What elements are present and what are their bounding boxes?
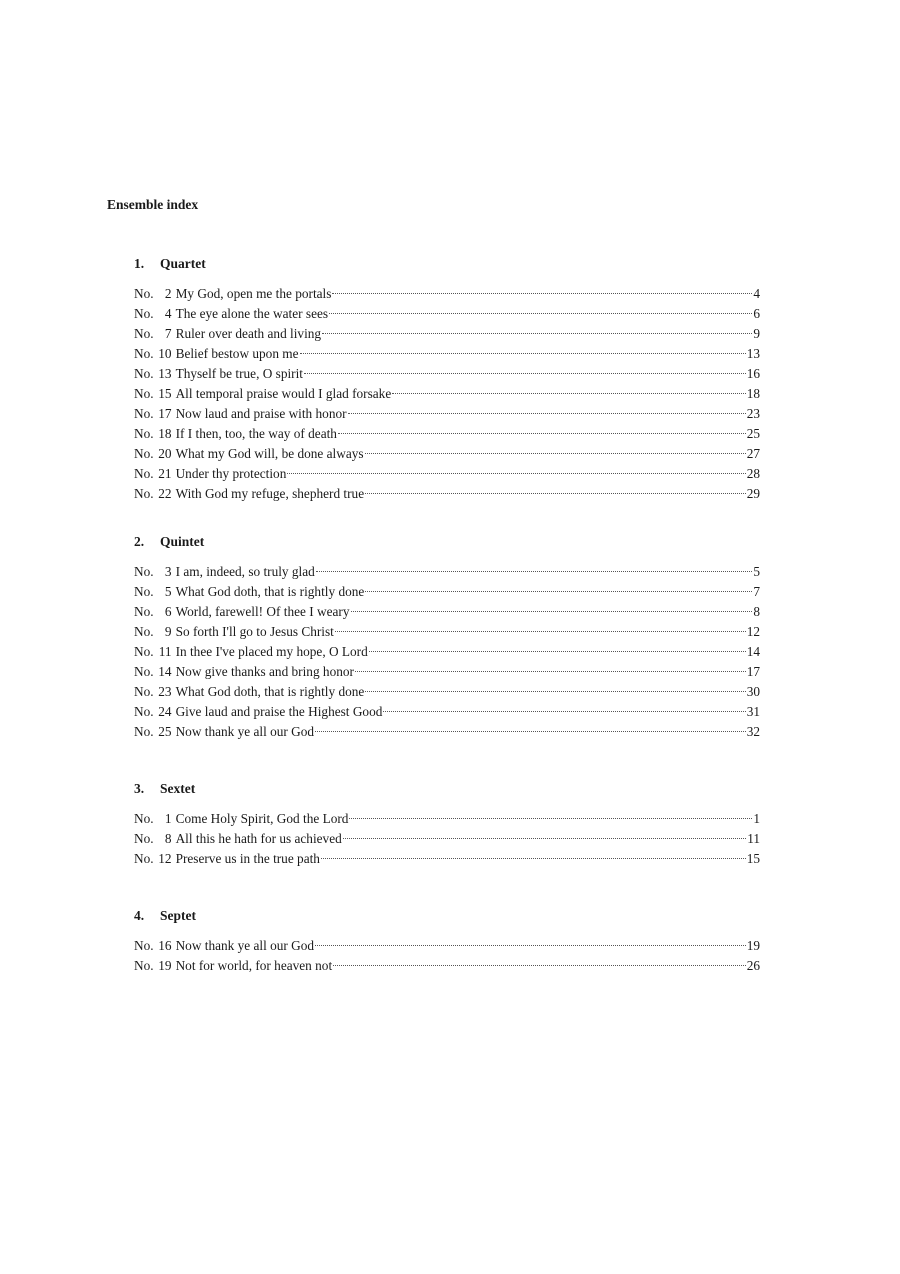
index-entry [134, 384, 760, 404]
entry-page: 30 [746, 684, 760, 699]
entry-prefix: No. [134, 386, 154, 401]
entry-title: What God doth, that is rightly done [175, 684, 365, 699]
entry-title: Now give thanks and bring honor [175, 664, 354, 679]
entry-number: 4 [164, 306, 172, 321]
index-entry [134, 849, 760, 869]
index-entry [134, 304, 760, 324]
entry-page: 29 [746, 486, 760, 501]
entry-prefix: No. [134, 466, 154, 481]
entry-prefix: No. [134, 306, 154, 321]
entry-number: 22 [158, 486, 172, 501]
entry-number: 1 [164, 811, 172, 826]
entry-title: Under thy protection [175, 466, 287, 481]
entry-title: I am, indeed, so truly glad [175, 564, 315, 579]
entry-title: My God, open me the portals [175, 286, 332, 301]
index-entry [134, 809, 760, 829]
dot-leader [321, 857, 746, 859]
index-entry [134, 829, 760, 849]
entry-title: Not for world, for heaven not [175, 958, 333, 973]
entry-number: 19 [158, 958, 172, 973]
entry-prefix: No. [134, 724, 154, 739]
dot-leader [392, 392, 745, 394]
dot-leader [365, 492, 746, 494]
entry-page: 23 [746, 406, 760, 421]
entry-list [134, 284, 760, 504]
dot-leader [315, 944, 746, 946]
entry-title: So forth I'll go to Jesus Christ [175, 624, 334, 639]
section-number: 3. [134, 781, 145, 796]
dot-leader [343, 837, 746, 839]
entry-number: 12 [158, 851, 172, 866]
entry-prefix: No. [134, 831, 154, 846]
entry-page: 18 [746, 386, 760, 401]
entry-prefix: No. [134, 604, 154, 619]
section-quintet [134, 533, 760, 742]
index-entry [134, 602, 760, 622]
entry-number: 5 [164, 584, 172, 599]
index-entry [134, 662, 760, 682]
entry-page: 28 [746, 466, 760, 481]
index-entry [134, 444, 760, 464]
entry-prefix: No. [134, 644, 154, 659]
entry-title: What my God will, be done always [175, 446, 364, 461]
entry-title: With God my refuge, shepherd true [175, 486, 365, 501]
entry-number: 7 [164, 326, 172, 341]
section-heading [134, 780, 760, 798]
entry-prefix: No. [134, 346, 154, 361]
entry-title: Now thank ye all our God [175, 938, 315, 953]
index-entry [134, 344, 760, 364]
entry-number: 25 [158, 724, 172, 739]
entry-prefix: No. [134, 326, 154, 341]
index-entry [134, 642, 760, 662]
section-number: 2. [134, 534, 145, 549]
dot-leader [304, 372, 746, 374]
entry-number: 9 [164, 624, 172, 639]
dot-leader [365, 590, 752, 592]
index-entry [134, 484, 760, 504]
entry-page: 12 [746, 624, 760, 639]
section-heading [134, 255, 760, 273]
dot-leader [335, 630, 746, 632]
entry-number: 21 [158, 466, 172, 481]
entry-prefix: No. [134, 486, 154, 501]
entry-number: 13 [158, 366, 172, 381]
dot-leader [365, 452, 746, 454]
entry-list [134, 809, 760, 869]
dot-leader [332, 292, 752, 294]
entry-title: Come Holy Spirit, God the Lord [175, 811, 349, 826]
entry-number: 17 [158, 406, 172, 421]
entry-title: Now thank ye all our God [175, 724, 315, 739]
entry-prefix: No. [134, 286, 154, 301]
section-name: Quintet [160, 534, 205, 549]
entry-prefix: No. [134, 366, 154, 381]
dot-leader [369, 650, 746, 652]
section-septet [134, 907, 760, 976]
entry-page: 1 [753, 811, 760, 826]
entry-prefix: No. [134, 426, 154, 441]
entry-prefix: No. [134, 664, 154, 679]
dot-leader [338, 432, 746, 434]
entry-page: 9 [753, 326, 760, 341]
entry-page: 13 [746, 346, 760, 361]
dot-leader [365, 690, 745, 692]
dot-leader [315, 730, 746, 732]
entry-prefix: No. [134, 851, 154, 866]
index-entry [134, 364, 760, 384]
dot-leader [349, 817, 752, 819]
entry-number: 24 [158, 704, 172, 719]
entry-page: 17 [746, 664, 760, 679]
entry-page: 27 [746, 446, 760, 461]
section-quartet [134, 255, 760, 504]
section-name: Quartet [160, 256, 206, 271]
index-entry [134, 682, 760, 702]
dot-leader [329, 312, 752, 314]
document-title: Ensemble index [107, 197, 199, 212]
entry-prefix: No. [134, 958, 154, 973]
entry-title: Preserve us in the true path [175, 851, 320, 866]
section-heading [134, 533, 760, 551]
entry-list [134, 936, 760, 976]
dot-leader [322, 332, 752, 334]
entry-prefix: No. [134, 624, 154, 639]
entry-prefix: No. [134, 406, 154, 421]
dot-leader [287, 472, 745, 474]
entry-page: 31 [746, 704, 760, 719]
entry-title: In thee I've placed my hope, O Lord [175, 644, 368, 659]
entry-number: 6 [164, 604, 172, 619]
index-entry [134, 582, 760, 602]
entry-prefix: No. [134, 704, 154, 719]
entry-title: If I then, too, the way of death [175, 426, 337, 441]
entry-number: 2 [164, 286, 172, 301]
index-entry [134, 956, 760, 976]
entry-number: 23 [158, 684, 172, 699]
entry-page: 5 [753, 564, 760, 579]
entry-page: 8 [753, 604, 760, 619]
section-name: Septet [160, 908, 196, 923]
section-sextet [134, 780, 760, 869]
entry-prefix: No. [134, 446, 154, 461]
entry-number: 20 [158, 446, 172, 461]
entry-prefix: No. [134, 684, 154, 699]
entry-number: 8 [164, 831, 172, 846]
entry-page: 15 [746, 851, 760, 866]
entry-page: 16 [746, 366, 760, 381]
entry-title: The eye alone the water sees [175, 306, 329, 321]
entry-page: 7 [753, 584, 760, 599]
entry-number: 15 [158, 386, 172, 401]
dot-leader [300, 352, 746, 354]
entry-page: 14 [746, 644, 760, 659]
entry-title: What God doth, that is rightly done [175, 584, 365, 599]
entry-number: 10 [158, 346, 172, 361]
entry-prefix: No. [134, 811, 154, 826]
index-entry [134, 936, 760, 956]
entry-page: 19 [746, 938, 760, 953]
index-entry [134, 562, 760, 582]
entry-prefix: No. [134, 938, 154, 953]
entry-title: Thyself be true, O spirit [175, 366, 303, 381]
entry-page: 25 [746, 426, 760, 441]
entry-title: Give laud and praise the Highest Good [175, 704, 383, 719]
entry-number: 18 [158, 426, 172, 441]
entry-prefix: No. [134, 564, 154, 579]
entry-page: 11 [747, 831, 760, 846]
entry-title: World, farewell! Of thee I weary [175, 604, 350, 619]
section-number: 1. [134, 256, 145, 271]
dot-leader [316, 570, 753, 572]
entry-page: 26 [746, 958, 760, 973]
index-entry [134, 324, 760, 344]
entry-title: Now laud and praise with honor [175, 406, 347, 421]
section-number: 4. [134, 908, 145, 923]
dot-leader [351, 610, 753, 612]
index-entry [134, 702, 760, 722]
entry-title: Ruler over death and living [175, 326, 322, 341]
index-entry [134, 464, 760, 484]
index-entry [134, 722, 760, 742]
dot-leader [355, 670, 746, 672]
entry-title: All this he hath for us achieved [175, 831, 342, 846]
section-heading [134, 907, 760, 925]
entry-page: 4 [753, 286, 760, 301]
index-entry [134, 622, 760, 642]
dot-leader [333, 964, 746, 966]
entry-title: All temporal praise would I glad forsake [175, 386, 392, 401]
dot-leader [383, 710, 745, 712]
section-name: Sextet [160, 781, 196, 796]
index-entry [134, 284, 760, 304]
entry-number: 11 [158, 644, 172, 659]
index-entry [134, 404, 760, 424]
entry-title: Belief bestow upon me [175, 346, 299, 361]
entry-list [134, 562, 760, 742]
entry-page: 32 [746, 724, 760, 739]
entry-number: 3 [164, 564, 172, 579]
index-entry [134, 424, 760, 444]
entry-number: 16 [158, 938, 172, 953]
dot-leader [348, 412, 746, 414]
entry-prefix: No. [134, 584, 154, 599]
entry-number: 14 [158, 664, 172, 679]
entry-page: 6 [753, 306, 760, 321]
